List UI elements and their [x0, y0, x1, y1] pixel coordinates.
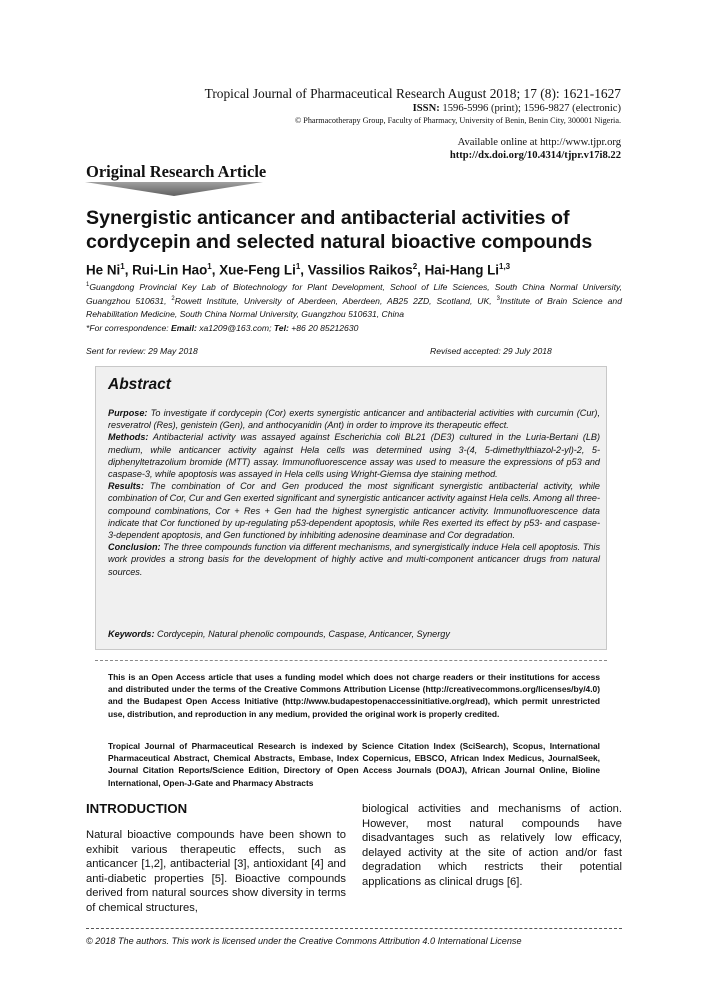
correspondence: [86, 323, 358, 333]
journal-citation: Tropical Journal of Pharmaceutical Research August 2018; 17 (8): 1621-1627: [204, 86, 621, 101]
abstract-body: [108, 407, 600, 578]
article-title: Synergistic anticancer and antibacterial activities of cordycepin and selected natural bioactive compounds: [86, 207, 593, 253]
author-name: He Ni: [86, 262, 121, 278]
issn-label: ISSN:: [412, 103, 440, 114]
introduction-right-column: biological activities and mechanisms of action. However, most natural compounds have disadvantages such as relatively low efficacy, delayed activity at the site of action and/or fast degradation which restricts their potential applications as clinical drugs [6].: [362, 803, 622, 888]
author-separator: ,: [211, 262, 220, 278]
abstract-results: [108, 480, 600, 541]
issn-line: [205, 102, 621, 115]
author-affiliation-mark: 1,3: [499, 262, 511, 271]
author-name: Rui-Lin Hao: [132, 262, 208, 278]
indexing-notice: Tropical Journal of Pharmaceutical Research is indexed by Science Citation Index (SciSearch), Scopus, International Pharmaceutical Abstract, Chemical Abstracts, Embase, Index Copernicus, EBSCO, African Index Medicus, JournalSeek, Journal Citation Reports/Science Edition, Directory of Open Access Journals (DOAJ), African Journal Online, Bioline International, Open-J-Gate and Pharmacy Abstracts: [108, 741, 600, 788]
affiliation-text: Guangdong Provincial Key Lab of Biotechnology for Plant Development, School of Life Sciences, South China Normal University, Guangzhou 510631,: [86, 281, 622, 307]
keywords-label: Keywords:: [108, 629, 155, 639]
conclusion-label: Conclusion:: [108, 542, 161, 553]
tel-number: +86 20 85212630: [288, 323, 359, 333]
issn-values: 1596-5996 (print); 1596-9827 (electronic): [442, 103, 621, 114]
affiliation-mark: 2: [171, 296, 175, 303]
author-name: Vassilios Raikos: [307, 262, 413, 278]
author-list: [86, 262, 510, 277]
affiliations: [86, 279, 622, 321]
doi-link[interactable]: http://dx.doi.org/10.4314/tjpr.v17i8.22: [449, 150, 621, 161]
author-separator: ,: [124, 262, 133, 278]
publisher-copyright: © Pharmacotherapy Group, Faculty of Pharmacy, University of Benin, Benin City, 300001 Nigeria.: [295, 116, 621, 125]
introduction-heading: INTRODUCTION: [86, 801, 188, 816]
purpose-label: Purpose:: [108, 408, 148, 418]
correspondence-prefix: *For correspondence:: [86, 323, 172, 333]
open-access-notice: This is an Open Access article that uses a funding model which does not charge readers or their institutions for access and distributed under the terms of the Creative Commons Attribution License (http://creativecommons.org/licenses/by/4.0) and the Budapest Open Access Initiative (http://www.budapestopenaccessinitiative.org/read), which permit unrestricted use, distribution, and reproduction in any medium, provided the original work is properly credited.: [108, 672, 600, 719]
sent-for-review-date: Sent for review: 29 May 2018: [86, 346, 198, 356]
methods-label: Methods:: [108, 432, 149, 443]
abstract-conclusion: [108, 541, 600, 578]
available-online-link[interactable]: Available online at http://www.tjpr.org: [457, 137, 621, 148]
email-address[interactable]: xa1209@163.com;: [196, 323, 274, 333]
abstract-heading: Abstract: [108, 376, 171, 393]
keywords: [108, 629, 450, 639]
results-label: Results:: [108, 481, 144, 492]
abstract-purpose: [108, 407, 600, 431]
author-affiliation-mark: 1: [295, 262, 301, 271]
online-block: [450, 136, 621, 162]
tel-label: Tel:: [273, 323, 289, 333]
notice-divider: [95, 660, 607, 661]
keywords-text: Cordycepin, Natural phenolic compounds, Caspase, Anticancer, Synergy: [154, 629, 450, 639]
author-affiliation-mark: 2: [412, 262, 418, 271]
article-type-arrow-icon: [85, 182, 263, 196]
introduction-left-column: Natural bioactive compounds have been shown to exhibit various therapeutic effects, such as anticancer [1,2], antibacterial [3], antioxidant [4] and anti-diabetic properties [5]. Bioactive compounds derived from natural sources show diversity in terms of chemical structures,: [86, 829, 346, 914]
author-name: Xue-Feng Li: [219, 262, 296, 278]
affiliation-mark: 1: [86, 282, 90, 288]
results-text: The combination of Cor and Gen produced the most significant synergistic antibacterial activity, while combination of Cor, Cur and Gen exerted significant and synergistic anticancer activity against Hela cells. Among all three-compound combinations, Cor + Res + Gen had the highest synergistic anticancer activity. Immunofluorescence data indicate that Cor functioned by up-regulating p53-dependent apoptosis, while Res exerted its effect by p53- and caspase-3-dependent apoptosis, and Gen functioned by inhibiting adenosine deaminase and Cor degradation.: [108, 481, 600, 541]
purpose-text: To investigate if cordycepin (Cor) exerts synergistic anticancer and antibacterial activities with curcumin (Cur), resveratrol (Res), genistein (Gen), and anthocyanidin (Ant) in order to improve its therapeutic effect.: [108, 408, 600, 431]
footer-divider: [86, 928, 622, 929]
author-affiliation-mark: 1: [120, 262, 125, 271]
license-footer: © 2018 The authors. This work is licensed under the Creative Commons Attribution 4.0 International License: [86, 936, 522, 946]
accepted-date: Revised accepted: 29 July 2018: [430, 346, 552, 356]
article-type-label: Original Research Article: [86, 162, 267, 181]
author-separator: ,: [417, 262, 425, 278]
conclusion-text: The three compounds function via different mechanisms, and synergistically induce Hela cell apoptosis. This work provides a strong basis for the development of highly active and multi-component anticancer drugs from natural sources.: [108, 542, 600, 577]
abstract-methods: [108, 431, 600, 480]
author-affiliation-mark: 1: [207, 262, 212, 271]
affiliation-text: Institute of Brain Science and Rehabilitation Medicine, South China Normal University, Guangzhou 510631, China: [86, 296, 622, 319]
author-separator: ,: [300, 262, 308, 278]
email-label: Email:: [171, 323, 197, 333]
author-name: Hai-Hang Li: [424, 262, 499, 278]
affiliation-text: Rowett Institute, University of Aberdeen, Aberdeen, AB25 2ZD, Scotland, UK,: [174, 296, 497, 307]
journal-header: [205, 86, 621, 126]
affiliation-mark: 3: [496, 296, 500, 303]
methods-text: Antibacterial activity was assayed against Escherichia coli BL21 (DE3) cultured in the Luria-Bertani (LB) medium, while anticancer activity against Hela cells was determined using 3-(4, 5-dimethylthiazol-2-yl)-2, 5-diphenyltetrazolium bromide (MTT) assay. Immunofluorescence assay was used to measure the expressions of p53 and caspase-3, while apoptosis was assayed in Hela cells using Wright-Giemsa dye staining method.: [108, 432, 600, 480]
